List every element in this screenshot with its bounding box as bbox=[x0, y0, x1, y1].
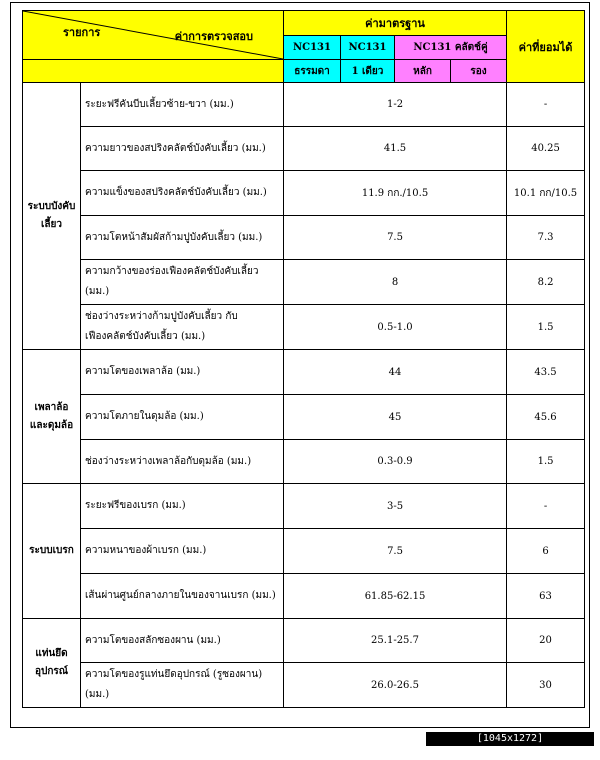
item-label: ความโตของรูแท่นยึดอุปกรณ์ (รูซองผาน) (มม.) bbox=[81, 663, 284, 708]
standard-value: 61.85-62.15 bbox=[284, 574, 507, 619]
allowed-value: 63 bbox=[507, 574, 585, 619]
upic-watermark: [1045x1272] https://upic.me/ bbox=[426, 732, 594, 746]
standard-value: 7.5 bbox=[284, 529, 507, 574]
standard-value: 1-2 bbox=[284, 83, 507, 127]
group-label: ระบบบังคับ เลี้ยว bbox=[23, 83, 81, 350]
allowed-value: 30 bbox=[507, 663, 585, 708]
item-label: เส้นผ่านศูนย์กลางภายในของจานเบรก (มม.) bbox=[81, 574, 284, 619]
standard-value: 7.5 bbox=[284, 216, 507, 260]
table-row bbox=[23, 484, 585, 529]
table-row bbox=[23, 395, 585, 440]
item-label: ความโตของสลักซองผาน (มม.) bbox=[81, 619, 284, 663]
table-row bbox=[23, 350, 585, 395]
allowed-value: 40.25 bbox=[507, 127, 585, 171]
standard-value: 25.1-25.7 bbox=[284, 619, 507, 663]
allowed-value: 1.5 bbox=[507, 305, 585, 350]
standard-value: 45 bbox=[284, 395, 507, 440]
spec-table bbox=[22, 10, 585, 708]
item-label: ช่องว่างระหว่างเพลาล้อกับดุมล้อ (มม.) bbox=[81, 440, 284, 484]
standard-value: 26.0-26.5 bbox=[284, 663, 507, 708]
group-label: เพลาล้อ และดุมล้อ bbox=[23, 350, 81, 484]
item-label: ความกว้างของร่องเฟืองคลัตช์บังคับเลี้ยว (มม.) bbox=[81, 260, 284, 305]
allowed-value: - bbox=[507, 83, 585, 127]
standard-value: 0.5-1.0 bbox=[284, 305, 507, 350]
header-model-1: NC131 bbox=[284, 36, 341, 60]
table-row bbox=[23, 574, 585, 619]
item-label: ความยาวของสปริงคลัตช์บังคับเลี้ยว (มม.) bbox=[81, 127, 284, 171]
allowed-value: 7.3 bbox=[507, 216, 585, 260]
standard-value: 44 bbox=[284, 350, 507, 395]
item-label: ช่องว่างระหว่างก้ามปูบังคับเลี้ยว กับ เฟืองคลัตช์บังคับเลี้ยว (มม.) bbox=[81, 305, 284, 350]
header-model-2: NC131 bbox=[341, 36, 395, 60]
table-row bbox=[23, 83, 585, 127]
allowed-value: 10.1 กก/10.5 bbox=[507, 171, 585, 216]
table-row bbox=[23, 663, 585, 708]
header-diagonal-cell bbox=[23, 11, 284, 60]
item-label: ความหนาของผ้าเบรก (มม.) bbox=[81, 529, 284, 574]
item-label: ความโตหน้าสัมผัสก้ามปูบังคับเลี้ยว (มม.) bbox=[81, 216, 284, 260]
standard-value: 41.5 bbox=[284, 127, 507, 171]
table-row bbox=[23, 529, 585, 574]
table-row bbox=[23, 440, 585, 484]
header-items: รายการ bbox=[63, 26, 101, 39]
allowed-value: - bbox=[507, 484, 585, 529]
group-label: ระบบเบรก bbox=[23, 484, 81, 619]
standard-value: 0.3-0.9 bbox=[284, 440, 507, 484]
table-row bbox=[23, 260, 585, 305]
table-row bbox=[23, 127, 585, 171]
table-row bbox=[23, 619, 585, 663]
header-sub-2: 1 เดียว bbox=[341, 60, 395, 83]
item-label: ความแข็งของสปริงคลัตช์บังคับเลี้ยว (มม.) bbox=[81, 171, 284, 216]
item-label: ระยะฟรีของเบรก (มม.) bbox=[81, 484, 284, 529]
allowed-value: 1.5 bbox=[507, 440, 585, 484]
allowed-value: 20 bbox=[507, 619, 585, 663]
item-label: ความโตภายในดุมล้อ (มม.) bbox=[81, 395, 284, 440]
allowed-value: 45.6 bbox=[507, 395, 585, 440]
group-label: แท่นยึด อุปกรณ์ bbox=[23, 619, 81, 708]
item-label: ความโตของเพลาล้อ (มม.) bbox=[81, 350, 284, 395]
header-sub-4: รอง bbox=[451, 60, 507, 83]
table-row bbox=[23, 171, 585, 216]
header-sub-3: หลัก bbox=[395, 60, 451, 83]
standard-value: 11.9 กก./10.5 bbox=[284, 171, 507, 216]
table-row bbox=[23, 305, 585, 350]
header-standard: ค่ามาตรฐาน bbox=[284, 11, 507, 36]
header-check-values: ค่าการตรวจสอบ bbox=[174, 30, 253, 43]
standard-value: 8 bbox=[284, 260, 507, 305]
table-row bbox=[23, 216, 585, 260]
header-allowed: ค่าที่ยอมได้ bbox=[507, 11, 585, 83]
header-diagonal-cell-bottom bbox=[23, 60, 284, 83]
allowed-value: 6 bbox=[507, 529, 585, 574]
header-sub-1: ธรรมดา bbox=[284, 60, 341, 83]
allowed-value: 8.2 bbox=[507, 260, 585, 305]
header-model-3: NC131 คลัตช์คู่ bbox=[395, 36, 507, 60]
allowed-value: 43.5 bbox=[507, 350, 585, 395]
standard-value: 3-5 bbox=[284, 484, 507, 529]
item-label: ระยะฟรีคันบีบเลี้ยวซ้าย-ขวา (มม.) bbox=[81, 83, 284, 127]
